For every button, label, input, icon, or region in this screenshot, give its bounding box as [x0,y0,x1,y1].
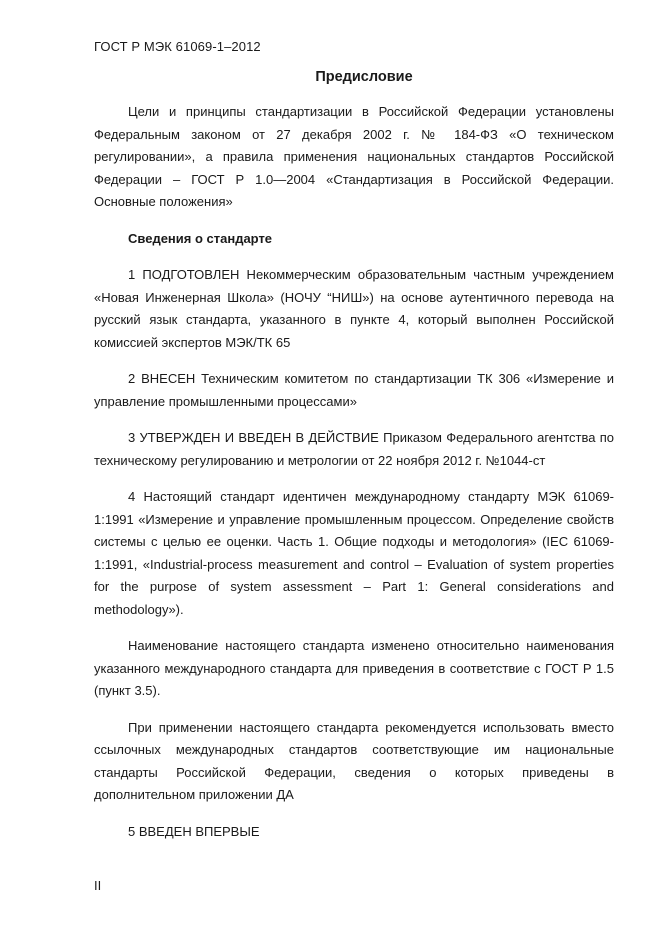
item-references-note: При применении настоящего стандарта рекомендуется использовать вместо ссылочных международных стандартов соответствующие им национальные стандарты Российской Федерации, сведения о которых приведены в дополнительном приложении ДА [94,719,614,802]
item-introduced-first: 5 ВВЕДЕН ВПЕРВЫЕ [128,823,260,839]
item-identical-standard: 4 Настоящий стандарт идентичен международному стандарту МЭК 61069-1:1991 «Измерение и управление промышленным процессом. Определение свойств системы с целью ее оценки. Часть 1. Общие подходы и методология» (IEC 61069-1:1991, «Industrial-process measurement and control – Evaluation of system properties for the purpose of system assessment – Part 1: General considerations and methodology»). [94,489,614,617]
page-title: Предисловие [315,69,413,85]
intro-paragraph: Цели и принципы стандартизации в Российской Федерации установлены Федеральным законом от 27 декабря 2002 г. № 184-ФЗ «О техническом регулировании», а правила применения национальных стандартов Российской Федерации – ГОСТ Р 1.0—2004 «Стандартизация в Российской Федерации. Основные положения» [94,104,614,209]
item-prepared: 1 ПОДГОТОВЛЕН Некоммерческим образовательным частным учреждением «Новая Инженерная Школа» (НОЧУ “НИШ») на основе аутентичного перевода на русский язык стандарта, указанного в пункте 4, который выполнен Российской комиссией экспертов МЭК/ТК 65 [94,267,614,350]
item-name-changed: Наименование настоящего стандарта изменено относительно наименования указанного международного стандарта для приведения в соответствие с ГОСТ Р 1.5 (пункт 3.5). [94,638,614,698]
document-body [94,101,614,857]
standard-code-header: ГОСТ Р МЭК 61069-1–2012 [94,39,261,54]
item-approved: 3 УТВЕРЖДЕН И ВВЕДЕН В ДЕЙСТВИЕ Приказом Федерального агентства по техническому регулированию и метрологии от 22 ноября 2012 г. №1044-ст [94,430,614,468]
item-introduced-by: 2 ВНЕСЕН Техническим комитетом по стандартизации ТК 306 «Измерение и управление промышленными процессами» [94,371,614,409]
section-heading: Сведения о стандарте [128,230,273,246]
page-number: II [94,878,102,893]
